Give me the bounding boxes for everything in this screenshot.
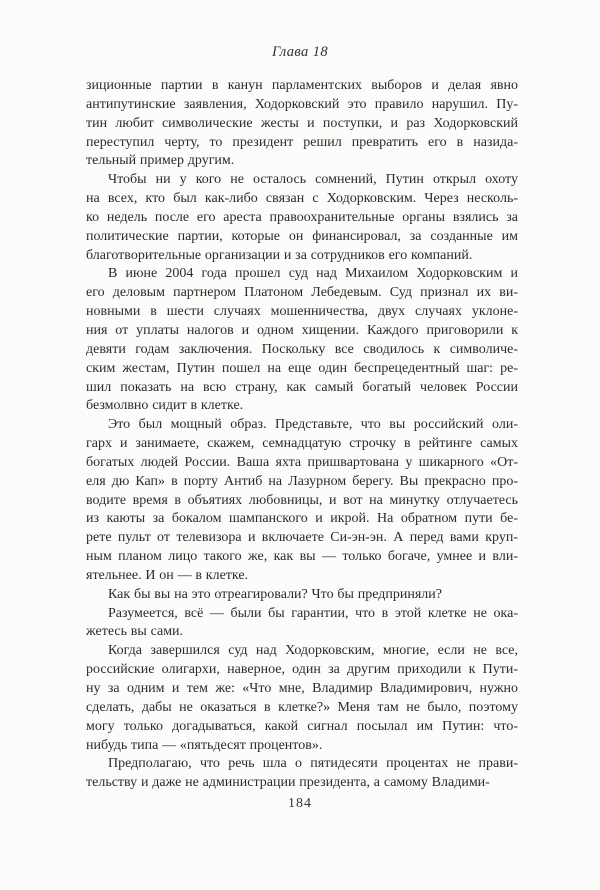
text-line: девяти годам заключения. Поскольку все сводилось к символиче- — [86, 341, 518, 357]
text-line: нибудь типа — «пятьдесят процентов». — [86, 737, 323, 753]
text-line: из каюты за бокалом шампанского и икрой. На обратном пути бе- — [86, 511, 518, 527]
text-line: благотворительные организации и за сотрудников его компаний. — [86, 247, 473, 263]
text-line: переступил черту, то президент решил превратить его в назида- — [86, 134, 518, 150]
text-line: тельству и даже не администрации президента, а самому Владими- — [86, 775, 490, 791]
text-line: политические партии, которые он финансировал, за созданные им — [86, 228, 518, 244]
text-line: российские олигархи, наверное, один за другим приходили к Пути- — [86, 662, 518, 678]
text-line: могу только догадываться, какой сигнал посылал им Путин: что- — [86, 718, 518, 734]
text-line: Как бы вы на это отреагировали? Что бы предприняли? — [108, 586, 442, 602]
text-line: ятельнее. И он — в клетке. — [86, 567, 249, 583]
text-line: безмолвно сидит в клетке. — [86, 398, 244, 414]
text-line: водите время в объятиях любовницы, и вот на минутку отлучаетесь — [86, 492, 518, 508]
running-head: Глава 18 — [272, 44, 328, 60]
text-line: ко недель после его ареста правоохранительные органы взялись за — [86, 209, 518, 225]
text-line: зиционные партии в канун парламентских выборов и делая явно — [86, 78, 518, 93]
text-line: рете пульт от телевизора и включаете Си-эн-эн. А перед вами круп- — [86, 530, 518, 546]
text-line: Когда завершился суд над Ходорковским, многие, если не все, — [108, 643, 518, 659]
text-line: ния от уплаты налогов и одном хищении. Каждого приговорили к — [86, 322, 518, 338]
text-line: В июне 2004 года прошел суд над Михаилом Ходорковским и — [108, 266, 518, 282]
page-number: 184 — [288, 796, 312, 811]
text-line: жетесь вы сами. — [86, 624, 184, 640]
text-line: на всех, кто был как-либо связан с Ходорковским. Через несколь- — [86, 191, 518, 207]
text-line: Это был мощный образ. Представьте, что вы российский оли- — [108, 417, 518, 433]
text-line: его деловым партнером Платоном Лебедевым. Суд признал их ви- — [86, 285, 518, 301]
text-line: шил показать на всю страну, как самый богатый человек России — [86, 379, 518, 395]
text-line: сделать, дабы не оказаться в клетке?» Меня там не было, поэтому — [86, 699, 518, 715]
text-line: антипутинские заявления, Ходорковский это правило нарушил. Пу- — [86, 96, 518, 112]
text-line: Разумеется, всё — были бы гарантии, что в этой клетке не ока- — [108, 605, 518, 621]
text-line: ским жестам, Путин пошел на еще один беспрецедентный шаг: ре- — [86, 360, 518, 376]
text-line: тин любит символические жесты и поступки, и раз Ходорковский — [86, 115, 518, 131]
text-line: ну за одним и тем же: «Что мне, Владимир Владимирович, нужно — [86, 681, 518, 696]
text-line: Чтобы ни у кого не осталось сомнений, Путин открыл охоту — [108, 172, 518, 188]
text-line: богатых людей России. Ваша яхта пришвартована у шикарного «От- — [86, 454, 518, 470]
text-line: Предполагаю, что речь шла о пятидесяти процентах не прави- — [108, 756, 518, 772]
text-line: еля дю Кап» в порту Антиб на Лазурном берегу. Вы прекрасно про- — [86, 473, 518, 489]
text-block — [86, 77, 518, 793]
text-line: ным планом лицо такого же, как вы — только богаче, умнее и вли- — [86, 549, 518, 565]
text-line: новными в шести случаях мошенничества, двух случаях уклоне- — [86, 304, 518, 320]
text-line: гарх и занимаете, скажем, семнадцатую строчку в рейтинге самых — [86, 436, 518, 452]
text-line: тельный пример другим. — [86, 153, 235, 169]
